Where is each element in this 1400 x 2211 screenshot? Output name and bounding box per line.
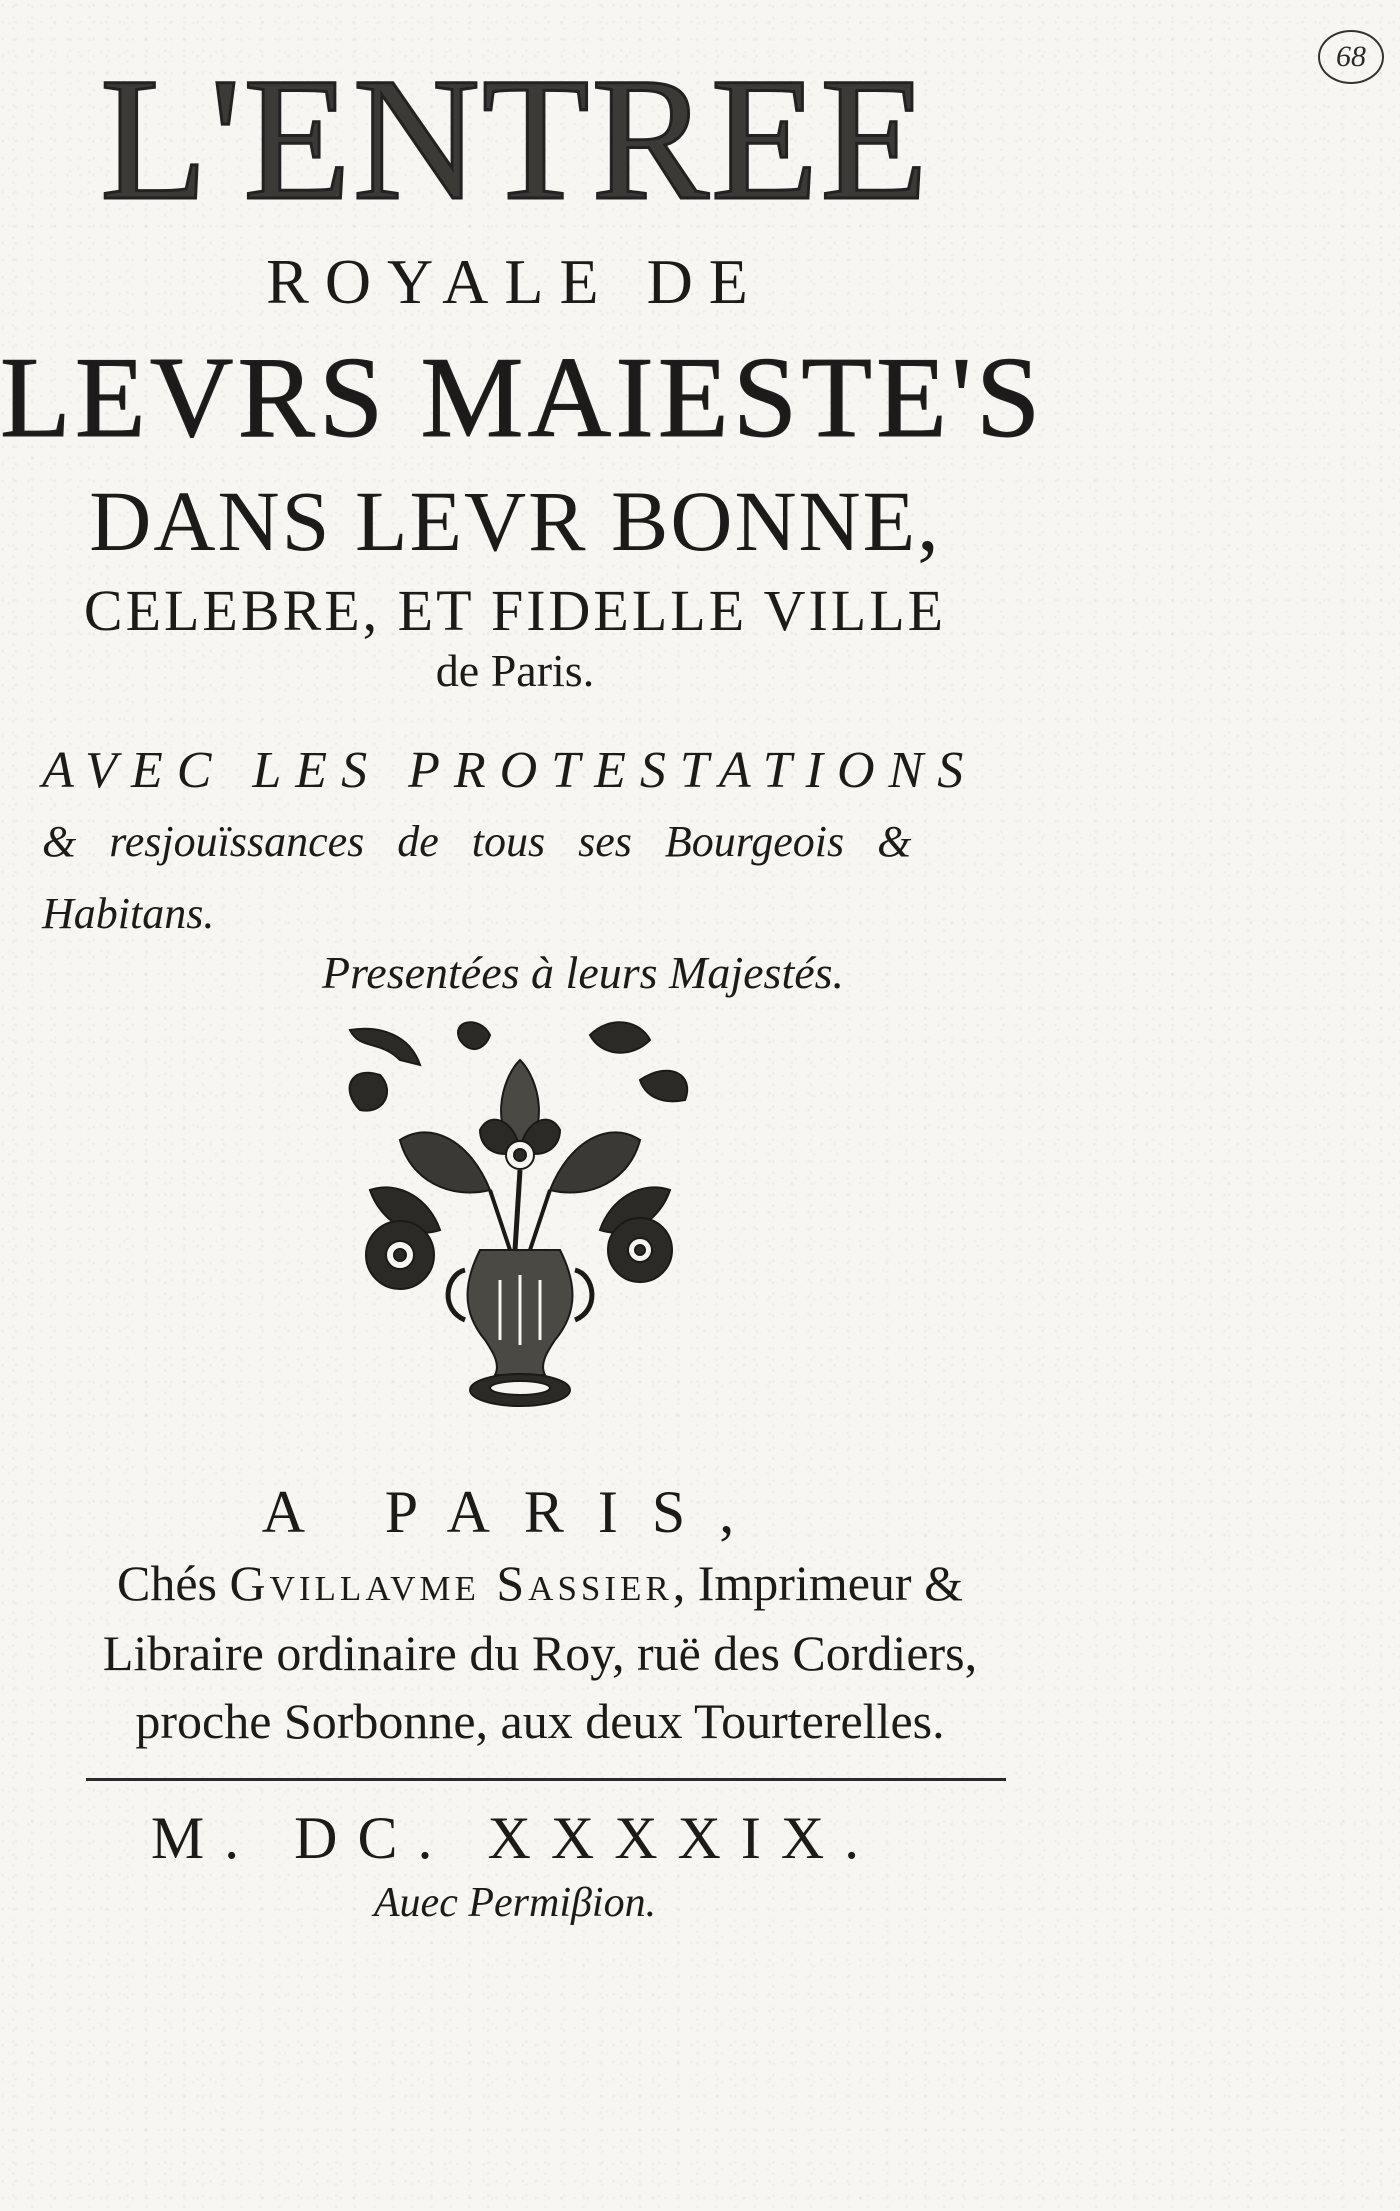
title-line-3: LEVRS MAIESTE'S bbox=[0, 334, 1045, 462]
title-line-1: L'ENTREE bbox=[100, 42, 930, 237]
publication-date: M. DC. XXXXIX. bbox=[150, 1805, 880, 1871]
title-line-5: CELEBRE, ET FIDELLE VILLE bbox=[83, 578, 947, 643]
imprint-suffix: , Imprimeur & bbox=[672, 1555, 963, 1611]
title-line-2: ROYALE DE bbox=[266, 246, 764, 317]
flower-vase-ornament-icon bbox=[340, 1020, 700, 1420]
imprint-line-1 bbox=[40, 1555, 1040, 1611]
folio-stamp: 68 bbox=[1318, 30, 1384, 84]
subtitle-line-2: & resjouïssances de tous ses Bourgeois & bbox=[42, 817, 912, 866]
imprint-line-2: Libraire ordinaire du Roy, ruë des Cordiers, bbox=[102, 1625, 978, 1681]
subtitle-line-1: AVEC LES PROTESTATIONS bbox=[42, 742, 978, 799]
divider-rule bbox=[86, 1778, 1006, 1781]
printer-name: Gvillavme Sassier bbox=[229, 1555, 673, 1611]
subtitle-line-4: Presentées à leurs Majestés. bbox=[322, 947, 845, 998]
imprint-place: A PARIS, bbox=[261, 1479, 769, 1545]
subtitle-line-3: Habitans. bbox=[42, 889, 215, 938]
permission-note: Auec Permiβion. bbox=[373, 1880, 657, 1926]
title-line-4: DANS LEVR BONNE, bbox=[89, 473, 941, 569]
imprint-prefix: Chés bbox=[117, 1555, 218, 1611]
title-line-6: de Paris. bbox=[435, 645, 595, 696]
imprint-line-3: proche Sorbonne, aux deux Tourterelles. bbox=[135, 1693, 945, 1749]
